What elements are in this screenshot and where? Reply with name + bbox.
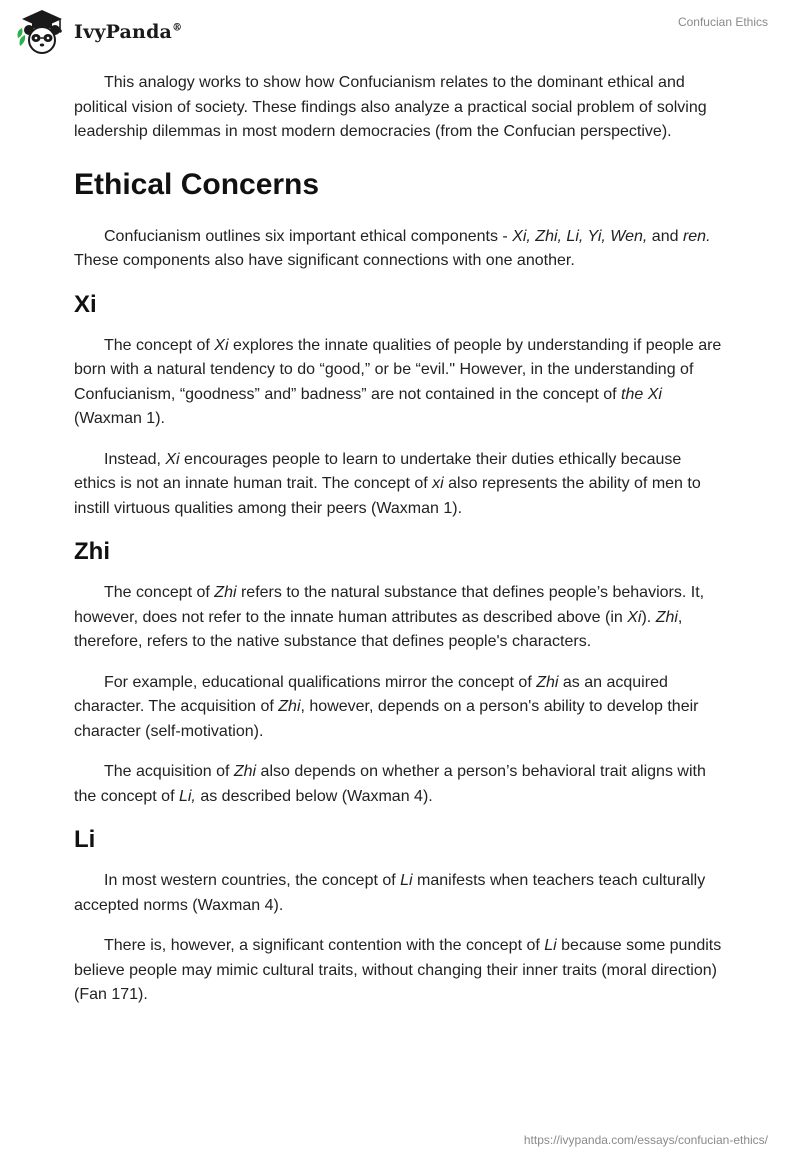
zhi-paragraph-2: For example, educational qualifications mirror the concept of Zhi as an acquired character. The acquisition of Zhi, however, depends on a person's ability to develop their character (self-motivation). — [74, 673, 699, 740]
document-title: Confucian Ethics — [677, 15, 768, 29]
zhi-paragraph-1: The concept of Zhi refers to the natural substance that defines people’s behaviors. It, however, does not refer to the innate human attributes as described above (in Xi). Zhi, therefore, refers to the native substance that defines people's characters. — [74, 584, 705, 650]
source-url[interactable]: https://ivypanda.com/essays/confucian-ethics/ — [523, 1133, 768, 1147]
panda-graduate-icon — [16, 8, 68, 56]
ivypanda-logo[interactable] — [16, 8, 182, 56]
intro-paragraph: This analogy works to show how Confucianism relates to the dominant ethical and political vision of society. These findings also analyze a practical social problem of solving leadership dilemmas in most modern democracies (from the Confucian perspective). — [74, 74, 707, 140]
brand-name: IvyPanda® — [74, 21, 183, 43]
subheading-zhi: Zhi — [74, 538, 110, 565]
essay-content — [74, 71, 726, 1024]
section-heading-ethical-concerns: Ethical Concerns — [74, 167, 320, 201]
subheading-li: Li — [74, 826, 96, 853]
zhi-paragraph-3: The acquisition of Zhi also depends on whether a person’s behavioral trait aligns with the concept of Li, as described below (Waxman 4). — [74, 763, 706, 805]
subheading-xi: Xi — [74, 290, 97, 318]
li-paragraph-1: In most western countries, the concept of Li manifests when teachers teach culturally accepted norms (Waxman 4). — [74, 872, 706, 914]
page-header — [0, 0, 800, 64]
xi-paragraph-2: Instead, Xi encourages people to learn to undertake their duties ethically because ethics is not an innate human trait. The concept of xi also represents the ability of men to instill virtuous qualities among their peers (Waxman 1). — [74, 450, 701, 517]
ethical-concerns-paragraph: Confucianism outlines six important ethical components - Xi, Zhi, Li, Yi, Wen, and ren. These components also have significant connections with one another. — [74, 227, 711, 269]
li-paragraph-2: There is, however, a significant contention with the concept of Li because some pundits believe people may mimic cultural traits, without changing their inner traits (moral direction) (Fan 171). — [74, 937, 722, 1003]
xi-paragraph-1: The concept of Xi explores the innate qualities of people by understanding if people are born with a natural tendency to do “good,” or be “evil." However, in the understanding of Confucianism, “goodness” and” badness” are not contained in the concept of the Xi (Waxman 1). — [74, 336, 722, 427]
